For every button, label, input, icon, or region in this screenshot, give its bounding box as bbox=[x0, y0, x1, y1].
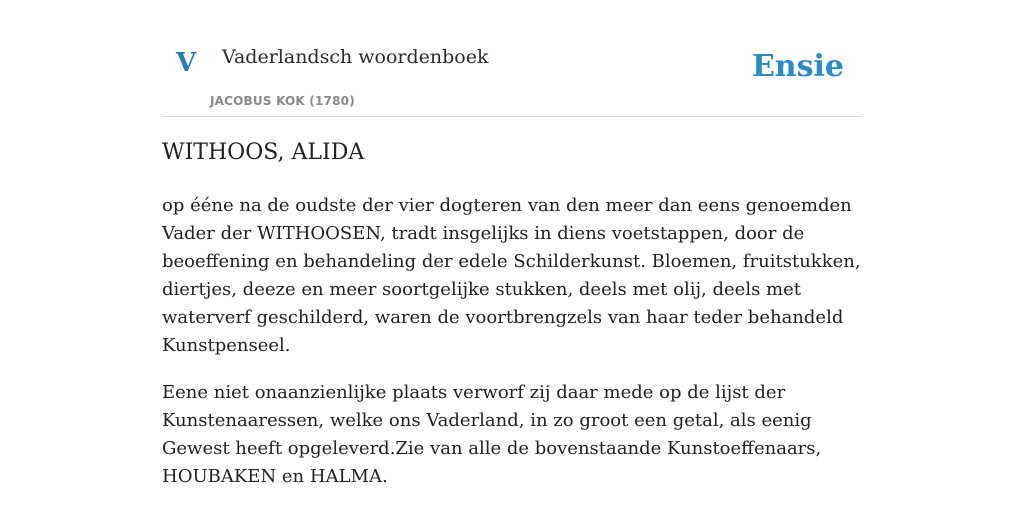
book-letter-badge[interactable]: V bbox=[176, 48, 197, 78]
entry-title: WITHOOS, ALIDA bbox=[162, 140, 365, 165]
entry-paragraph: op ééne na de oudste der vier dogteren van den meer dan eens genoemden Vader der WITHOOSEN, tradt insgelijks in diens voetstappen, door de beoeffening en behandeling der edele Schilderkunst. Bloemen, fruitstukken, diertjes, deeze en meer soortgelijke stukken, deels met olij, deels met waterverf geschilderd, waren de voortbrengzels van haar teder behandeld Kunstpenseel. bbox=[162, 195, 861, 356]
book-author: JACOBUS KOK (1780) bbox=[210, 94, 355, 108]
entry-paragraph: Eene niet onaanzienlijke plaats verworf zij daar mede op de lijst der Kunstenaaressen, welke ons Vaderland, in zo groot een getal, als eenig Gewest heeft opgeleverd.Zie van alle de bovenstaande Kunstoeffenaars, HOUBAKEN en HALMA. bbox=[162, 382, 822, 487]
book-header bbox=[162, 0, 862, 117]
book-title-link[interactable]: Vaderlandsch woordenboek bbox=[222, 46, 489, 68]
entry-body bbox=[162, 192, 862, 510]
ensie-logo-link[interactable]: Ensie bbox=[751, 49, 844, 84]
